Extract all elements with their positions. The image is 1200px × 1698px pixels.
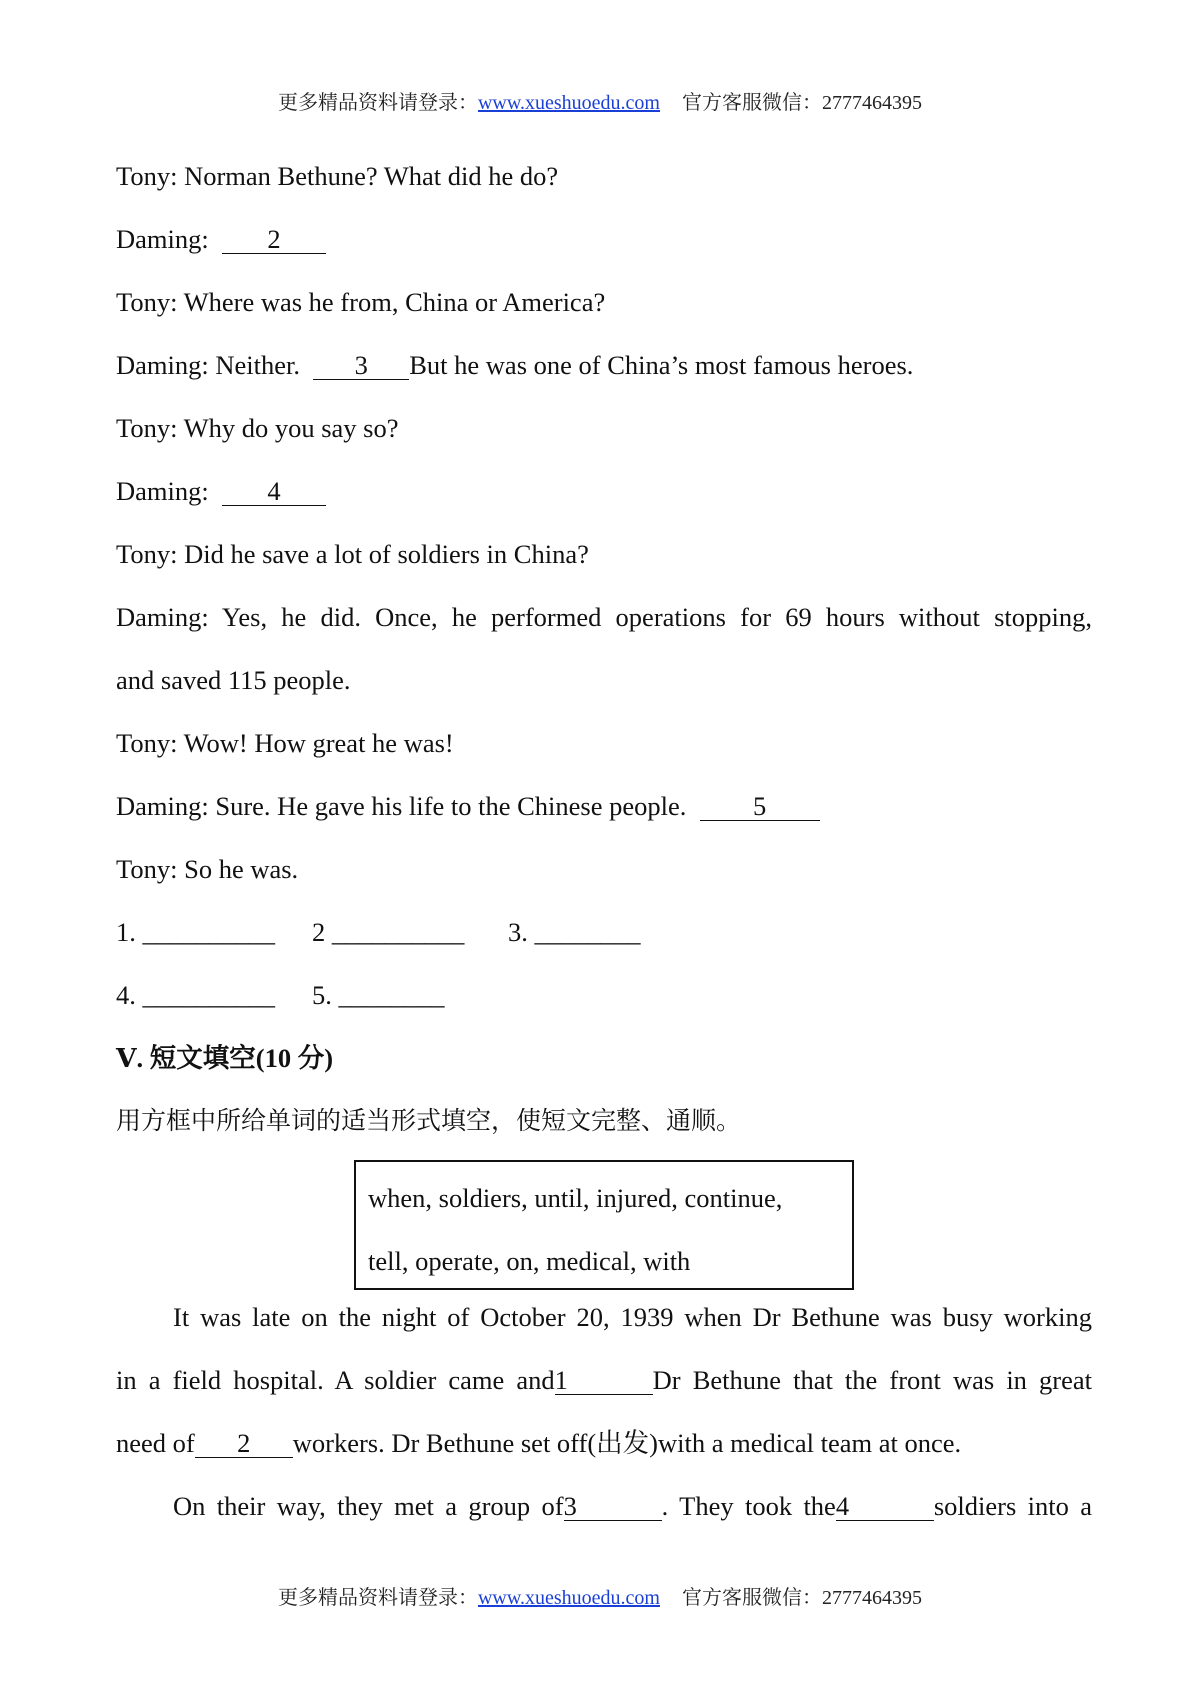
- blank-passage-2: 2: [195, 1429, 293, 1458]
- blank-2: 2: [222, 225, 326, 254]
- word-box-line-1: when, soldiers, until, injured, continue,: [368, 1183, 783, 1213]
- line-text: need of: [116, 1428, 195, 1458]
- line-text: On their way, they met a group of: [173, 1491, 564, 1521]
- answer-row-1: [116, 914, 1092, 950]
- header-link[interactable]: www.xueshuoedu.com: [477, 92, 660, 114]
- line-text: But he was one of China’s most famous heroes.: [409, 350, 914, 380]
- answer-slot-4: 4. __________: [116, 980, 275, 1010]
- header-wechat: 官方客服微信：2777464395: [682, 92, 922, 114]
- blank-4: 4: [222, 477, 326, 506]
- passage-line-2: [116, 1362, 1092, 1398]
- dialogue-line-10: Tony: Wow! How great he was!: [116, 728, 454, 758]
- answer-slot-3: 3. ________: [508, 917, 641, 947]
- blank-passage-4: 4: [836, 1492, 934, 1521]
- dialogue-line-1: Tony: Norman Bethune? What did he do?: [116, 161, 559, 191]
- speaker-label: Daming:: [116, 224, 209, 254]
- blank-5: 5: [700, 792, 820, 821]
- answer-row-2: [116, 977, 1092, 1013]
- passage-line-3: [116, 1425, 1092, 1461]
- dialogue-line-11: [116, 788, 1092, 824]
- line-text: workers. Dr Bethune set off(出发)with a medical team at once.: [292, 1428, 962, 1458]
- speaker-label: Daming:: [116, 476, 209, 506]
- passage-line-4: [116, 1488, 1092, 1524]
- dialogue-line-4: [116, 347, 1092, 383]
- blank-3: 3: [313, 351, 409, 380]
- word-box-line-2: tell, operate, on, medical, with: [368, 1246, 691, 1276]
- dialogue-line-3: Tony: Where was he from, China or America?: [116, 287, 606, 317]
- line-text: soldiers into a: [933, 1491, 1092, 1521]
- line-text: Dr Bethune that the front was in great: [652, 1365, 1092, 1395]
- answer-slot-1: 1. __________: [116, 917, 275, 947]
- line-text: Daming: Sure. He gave his life to the Chinese people.: [116, 791, 687, 821]
- blank-passage-1: 1: [555, 1366, 653, 1395]
- word-box: [354, 1160, 854, 1290]
- dialogue-line-12: Tony: So he was.: [116, 854, 299, 884]
- section-instruction: 用方框中所给单词的适当形式填空，使短文完整、通顺。: [116, 1106, 742, 1135]
- line-text: Daming: Neither.: [116, 350, 300, 380]
- footer-link[interactable]: www.xueshuoedu.com: [477, 1587, 660, 1609]
- dialogue-line-7: Tony: Did he save a lot of soldiers in China?: [116, 539, 589, 569]
- answer-slot-2: 2 __________: [312, 917, 465, 947]
- footer-wechat: 官方客服微信：2777464395: [682, 1587, 922, 1609]
- footer-prefix: 更多精品资料请登录：: [277, 1587, 478, 1609]
- line-text: in a field hospital. A soldier came and: [116, 1365, 555, 1395]
- blank-passage-3: 3: [564, 1492, 662, 1521]
- passage-line-1: It was late on the night of October 20, 1939 when Dr Bethune was busy working: [173, 1302, 1092, 1332]
- page-footer: [0, 1581, 1200, 1610]
- dialogue-line-6: [116, 473, 1092, 509]
- dialogue-line-2: [116, 221, 1092, 257]
- header-prefix: 更多精品资料请登录：: [277, 92, 478, 114]
- answer-slot-5: 5. ________: [312, 980, 445, 1010]
- page-header: [0, 86, 1200, 115]
- line-text: . They took the: [661, 1491, 836, 1521]
- dialogue-line-9: and saved 115 people.: [116, 665, 351, 695]
- section-heading: Ⅴ. 短文填空(10 分): [116, 1043, 334, 1073]
- dialogue-line-5: Tony: Why do you say so?: [116, 413, 399, 443]
- dialogue-line-8: Daming: Yes, he did. Once, he performed operations for 69 hours without stopping,: [116, 602, 1092, 632]
